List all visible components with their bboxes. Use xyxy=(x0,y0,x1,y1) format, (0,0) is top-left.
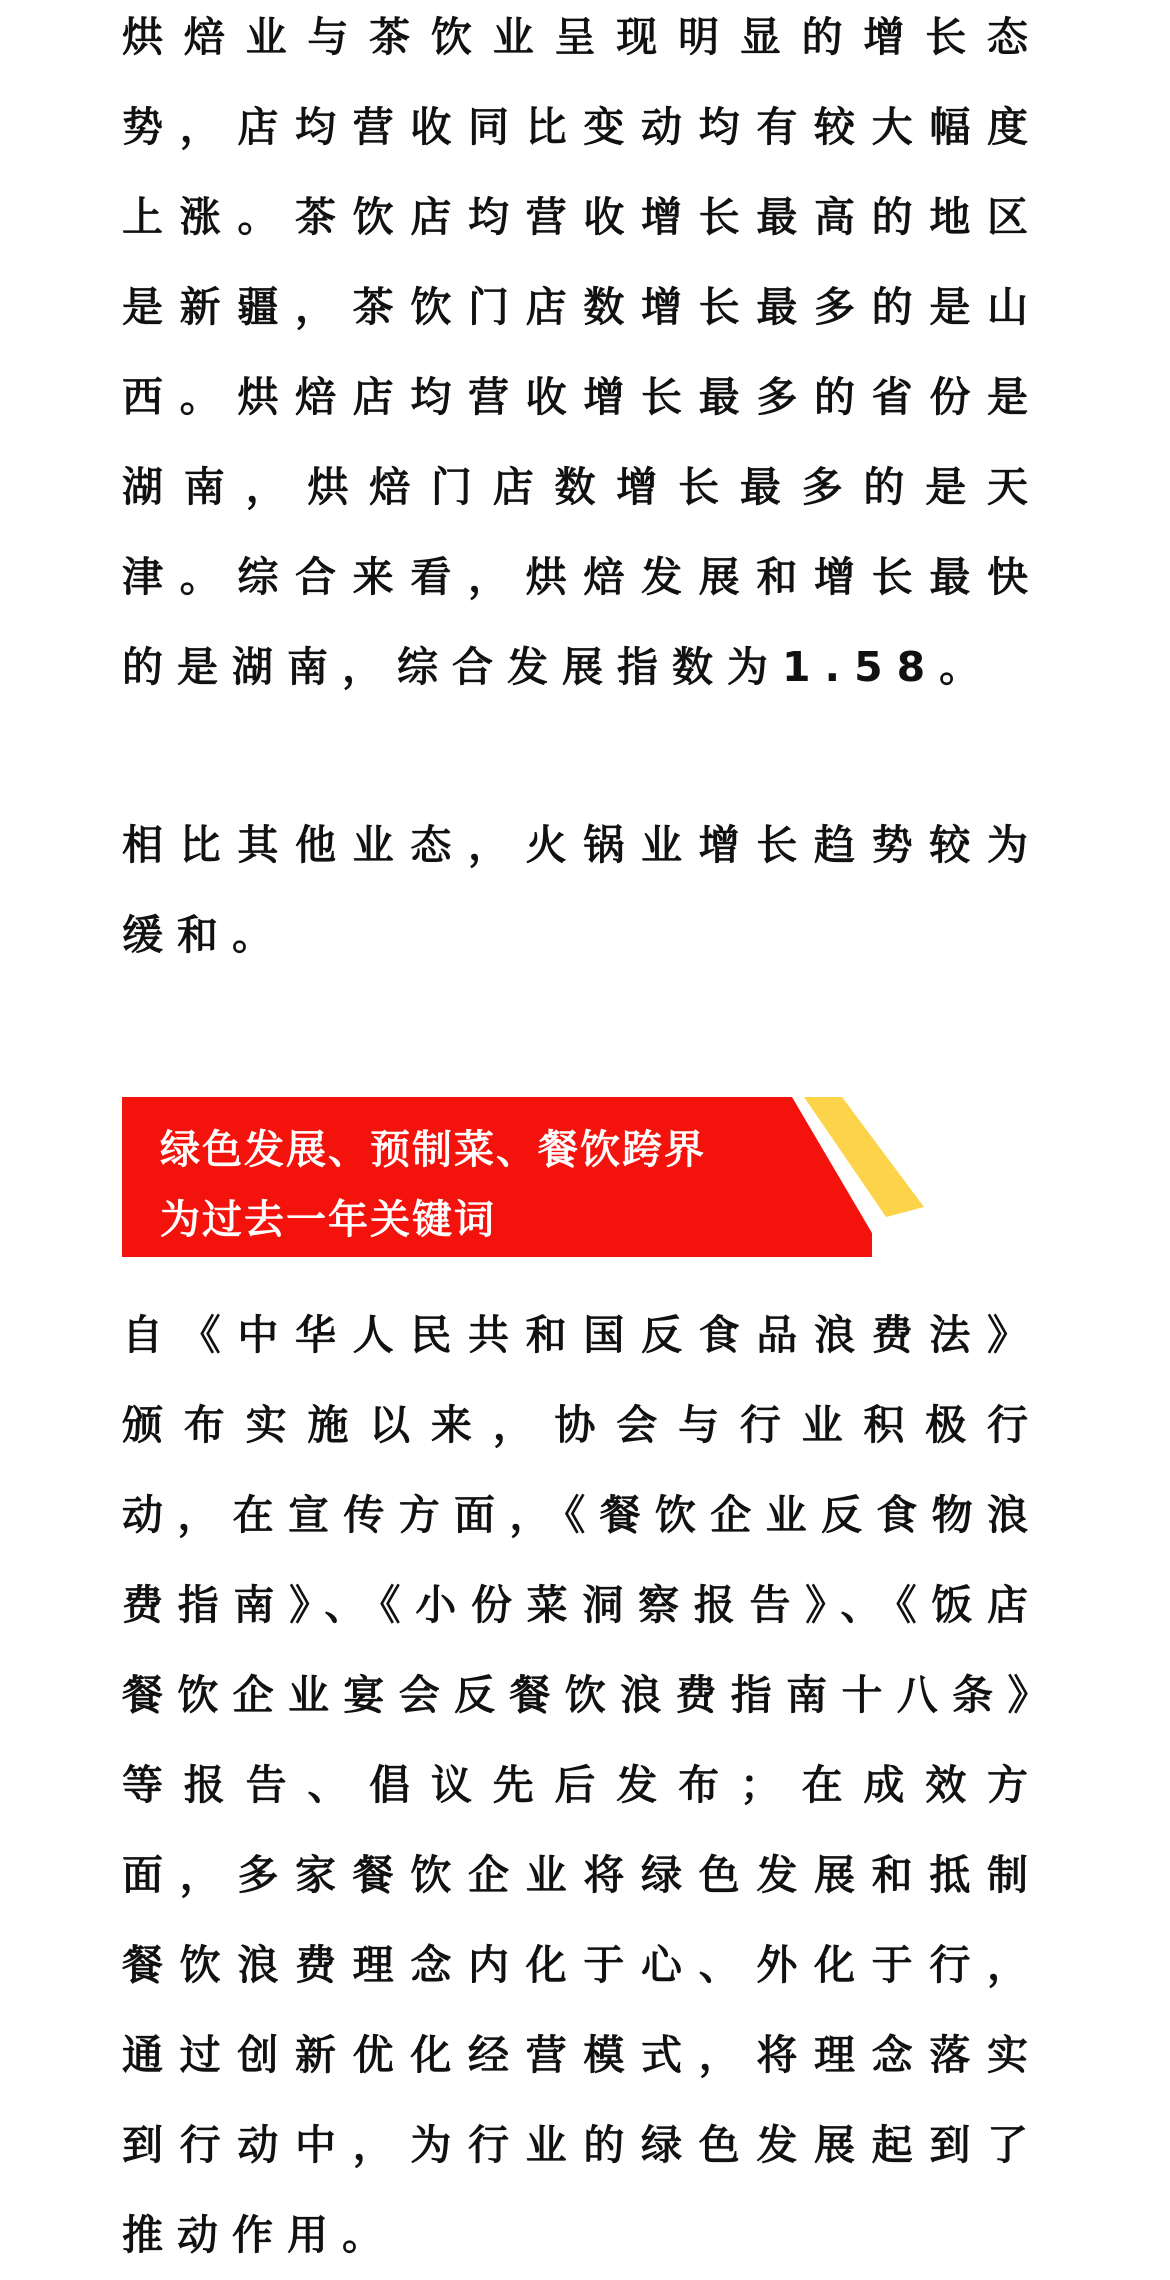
section-header xyxy=(122,1097,972,1257)
section-title-line-1: 绿色发展、预制菜、餐饮跨界 xyxy=(160,1127,706,1173)
paragraph-anti-food-waste: 自《中华人民共和国反食品浪费法》颁布实施以来，协会与行业积极行动，在宣传方面，《餐饮企业反食物浪费指南》、《小份菜洞察报告》、《饭店餐饮企业宴会反餐饮浪费指南十八条》等报告、倡议先后发布；在成效方面，多家餐饮企业将绿色发展和抵制餐饮浪费理念内化于心、外化于行，通过创新优化经营模式，将理念落实到行动中，为行业的绿色发展起到了推动作用。 xyxy=(122,1311,1042,2259)
paragraph-growth-trend: 烘焙业与茶饮业呈现明显的增长态势，店均营收同比变动均有较大幅度上涨。茶饮店均营收增长最高的地区是新疆，茶饮门店数增长最多的是山西。烘焙店均营收增长最多的省份是湖南，烘焙门店数增长最多的是天津。综合来看，烘焙发展和增长最快的是湖南，综合发展指数为1.58。 xyxy=(122,13,1042,691)
paragraph-hotpot: 相比其他业态，火锅业增长趋势较为缓和。 xyxy=(122,821,1042,959)
section-title xyxy=(160,1115,780,1255)
section-title-line-2: 为过去一年关键词 xyxy=(160,1197,496,1243)
